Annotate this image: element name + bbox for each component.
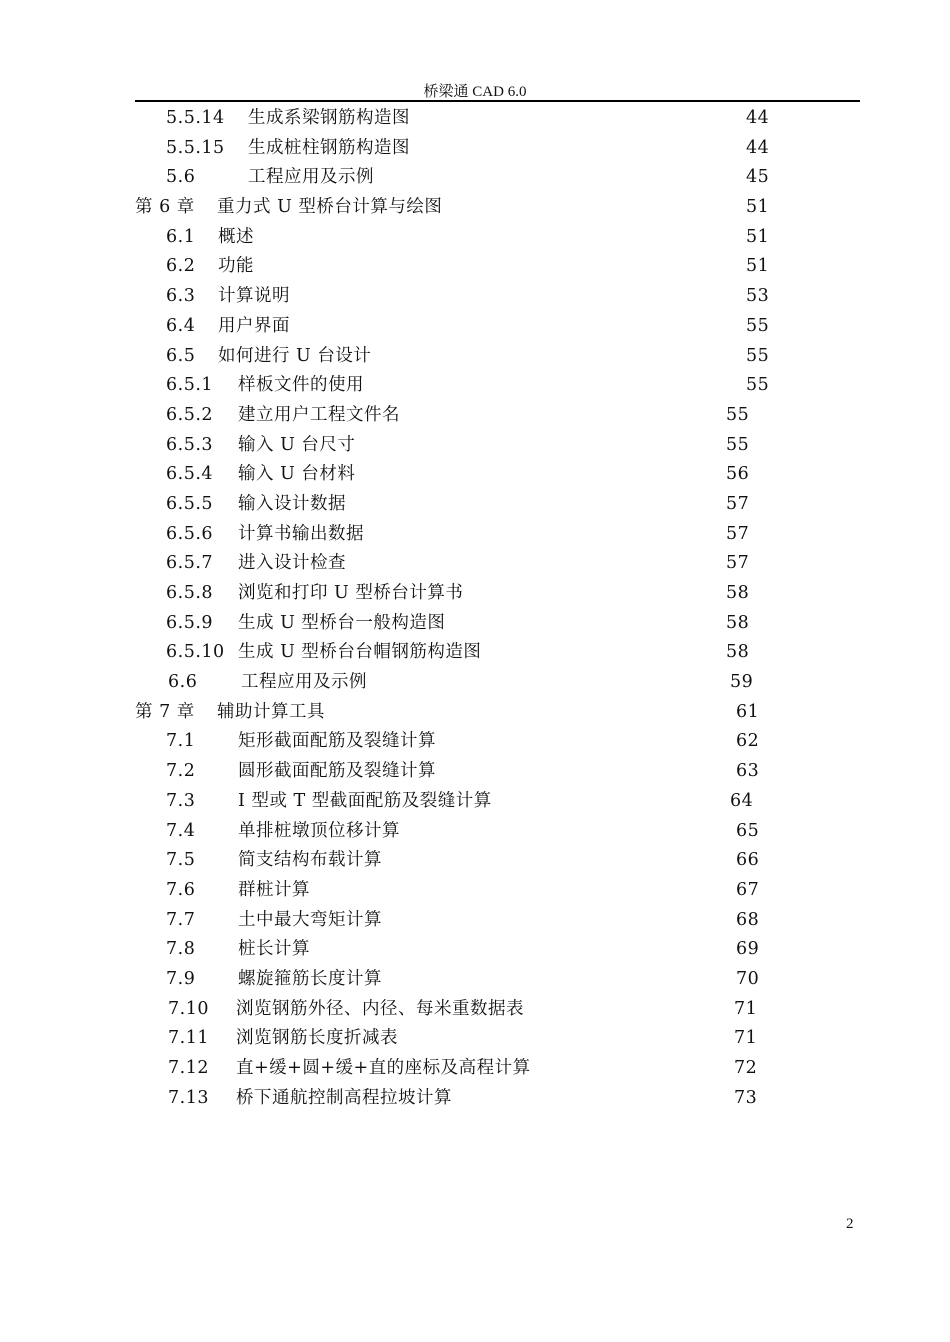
toc-entry-number: 第 6 章 xyxy=(135,197,195,218)
toc-entry[interactable] xyxy=(0,995,950,1025)
toc-entry-number: 7.8 xyxy=(166,939,196,960)
toc-entry-number: 6.5 xyxy=(166,345,196,366)
toc-entry-number: 7.6 xyxy=(166,879,196,900)
toc-entry-number: 7.13 xyxy=(168,1087,209,1108)
toc-entry-number: 6.5.10 xyxy=(166,642,225,663)
toc-entry-page: 62 xyxy=(736,731,760,752)
toc-entry-page: 55 xyxy=(746,315,770,336)
toc-entry-title: 输入 U 台材料 xyxy=(238,464,356,485)
toc-entry-page: 57 xyxy=(726,493,750,514)
toc-entry-page: 69 xyxy=(736,939,760,960)
toc-entry[interactable] xyxy=(0,1024,950,1054)
toc-entry-page: 72 xyxy=(734,1058,758,1078)
toc-entry[interactable] xyxy=(0,490,950,520)
toc-entry[interactable] xyxy=(0,104,950,134)
toc-entry-title: 群桩计算 xyxy=(238,879,310,900)
toc-entry-number: 6.5.6 xyxy=(166,523,214,544)
toc-entry-title: 输入 U 台尺寸 xyxy=(238,434,356,455)
toc-entry[interactable] xyxy=(0,846,950,876)
toc-entry-page: 61 xyxy=(736,701,760,722)
toc-entry-number: 5.5.15 xyxy=(166,137,225,158)
toc-entry-number: 6.5.5 xyxy=(166,493,214,514)
toc-entry[interactable] xyxy=(0,520,950,550)
toc-entry-page: 55 xyxy=(726,404,750,425)
toc-entry-title: 辅助计算工具 xyxy=(217,701,325,722)
toc-entry-title: 功能 xyxy=(218,256,254,277)
toc-entry[interactable] xyxy=(0,282,950,312)
toc-entry-title: 浏览钢筋外径、内径、每米重数据表 xyxy=(236,998,524,1019)
header-rule xyxy=(135,100,860,102)
toc-entry-page: 67 xyxy=(736,879,760,900)
toc-entry-title: 概述 xyxy=(218,226,254,247)
toc-entry[interactable] xyxy=(0,549,950,579)
toc-entry[interactable] xyxy=(0,817,950,847)
toc-entry-number: 7.5 xyxy=(166,850,196,871)
toc-entry-page: 58 xyxy=(726,583,750,603)
toc-entry-page: 73 xyxy=(734,1087,758,1108)
toc-entry-page: 51 xyxy=(746,256,770,277)
toc-entry-number: 6.5.7 xyxy=(166,553,214,574)
toc-entry[interactable] xyxy=(0,1054,950,1084)
toc-entry-page: 66 xyxy=(736,850,760,871)
toc-entry-number: 7.12 xyxy=(168,1058,209,1078)
toc-entry[interactable] xyxy=(0,460,950,490)
toc-entry-number: 5.6 xyxy=(166,167,196,188)
toc-entry-page: 44 xyxy=(746,137,770,158)
toc-entry[interactable] xyxy=(0,223,950,253)
toc-entry[interactable] xyxy=(0,431,950,461)
toc-entry-page: 55 xyxy=(746,345,770,366)
toc-entry[interactable] xyxy=(0,638,950,668)
toc-entry-title: 直+缓+圆+缓+直的座标及高程计算 xyxy=(236,1058,531,1078)
toc-entry-title: 输入设计数据 xyxy=(238,493,346,514)
toc-entry[interactable] xyxy=(0,935,950,965)
toc-entry-title: 单排桩墩顶位移计算 xyxy=(238,820,400,841)
toc-entry-title: 如何进行 U 台设计 xyxy=(218,345,372,366)
toc-entry-page: 68 xyxy=(736,909,760,930)
toc-entry-title: 生成 U 型桥台一般构造图 xyxy=(238,612,446,633)
table-of-contents xyxy=(0,104,950,1113)
toc-entry-number: 6.3 xyxy=(166,286,196,307)
toc-entry-number: 7.2 xyxy=(166,761,196,782)
toc-entry-number: 7.1 xyxy=(166,731,196,752)
running-header: 桥梁通 CAD 6.0 xyxy=(423,84,527,100)
toc-entry-title: 重力式 U 型桥台计算与绘图 xyxy=(217,197,443,218)
toc-entry[interactable] xyxy=(0,668,950,698)
toc-entry[interactable] xyxy=(0,698,950,728)
toc-entry-page: 53 xyxy=(746,286,770,307)
toc-entry-title: 样板文件的使用 xyxy=(238,375,364,396)
toc-entry-page: 45 xyxy=(746,167,770,188)
toc-entry-number: 7.3 xyxy=(166,790,196,811)
toc-entry-number: 7.11 xyxy=(168,1028,209,1049)
toc-entry[interactable] xyxy=(0,371,950,401)
toc-entry-title: 螺旋箍筋长度计算 xyxy=(238,968,382,989)
toc-entry-page: 57 xyxy=(726,523,750,544)
toc-entry-title: 进入设计检查 xyxy=(238,553,346,574)
toc-entry-number: 6.5.8 xyxy=(166,583,214,603)
toc-entry-title: 土中最大弯矩计算 xyxy=(238,909,382,930)
toc-entry-title: 矩形截面配筋及裂缝计算 xyxy=(238,731,436,752)
toc-entry-title: 浏览和打印 U 型桥台计算书 xyxy=(238,583,464,603)
toc-entry[interactable] xyxy=(0,906,950,936)
toc-entry-page: 71 xyxy=(734,1028,758,1049)
toc-entry-number: 6.6 xyxy=(168,672,198,693)
toc-entry-title: 浏览钢筋长度折减表 xyxy=(236,1028,398,1049)
toc-entry[interactable] xyxy=(0,312,950,342)
toc-entry-page: 55 xyxy=(726,434,750,455)
toc-entry[interactable] xyxy=(0,1084,950,1114)
toc-entry[interactable] xyxy=(0,876,950,906)
toc-entry-number: 7.7 xyxy=(166,909,196,930)
toc-entry-page: 64 xyxy=(730,790,754,811)
toc-entry[interactable] xyxy=(0,787,950,817)
toc-entry-page: 56 xyxy=(726,464,750,485)
toc-entry-number: 6.2 xyxy=(166,256,196,277)
toc-entry-title: 建立用户工程文件名 xyxy=(238,404,400,425)
toc-entry-page: 70 xyxy=(736,968,760,989)
toc-entry-number: 6.1 xyxy=(166,226,196,247)
toc-entry[interactable] xyxy=(0,965,950,995)
toc-entry-title: 工程应用及示例 xyxy=(248,167,374,188)
toc-entry-number: 6.5.2 xyxy=(166,404,214,425)
toc-entry-number: 6.5.3 xyxy=(166,434,214,455)
toc-entry-number: 5.5.14 xyxy=(166,108,225,128)
toc-entry-title: 生成系梁钢筋构造图 xyxy=(248,108,410,128)
toc-entry[interactable] xyxy=(0,193,950,223)
toc-entry-title: 用户界面 xyxy=(218,315,290,336)
toc-entry-page: 55 xyxy=(746,375,770,396)
toc-entry[interactable] xyxy=(0,163,950,193)
toc-entry-page: 58 xyxy=(726,612,750,633)
toc-entry-title: 工程应用及示例 xyxy=(241,672,367,693)
toc-entry-page: 57 xyxy=(726,553,750,574)
toc-entry[interactable] xyxy=(0,579,950,609)
toc-entry[interactable] xyxy=(0,727,950,757)
toc-entry[interactable] xyxy=(0,401,950,431)
toc-entry-page: 58 xyxy=(726,642,750,663)
toc-entry-number: 7.4 xyxy=(166,820,196,841)
page-number: 2 xyxy=(846,1216,854,1232)
toc-entry-number: 6.5.4 xyxy=(166,464,214,485)
toc-entry-number: 第 7 章 xyxy=(135,701,195,722)
toc-entry-title: 圆形截面配筋及裂缝计算 xyxy=(238,761,436,782)
toc-entry-page: 51 xyxy=(746,197,770,218)
toc-entry-title: 计算书输出数据 xyxy=(238,523,364,544)
toc-entry-title: 生成 U 型桥台台帽钢筋构造图 xyxy=(238,642,482,663)
toc-entry-number: 6.5.1 xyxy=(166,375,214,396)
toc-entry-number: 7.9 xyxy=(166,968,196,989)
toc-entry-title: I 型或 T 型截面配筋及裂缝计算 xyxy=(238,790,492,811)
toc-entry-page: 71 xyxy=(734,998,758,1019)
toc-entry-title: 简支结构布载计算 xyxy=(238,850,382,871)
toc-entry[interactable] xyxy=(0,342,950,372)
toc-entry-number: 6.5.9 xyxy=(166,612,214,633)
toc-entry-page: 63 xyxy=(736,761,760,782)
toc-entry-page: 44 xyxy=(746,108,770,128)
toc-entry-number: 7.10 xyxy=(168,998,209,1019)
toc-entry-page: 65 xyxy=(736,820,760,841)
toc-entry[interactable] xyxy=(0,757,950,787)
toc-entry-title: 桩长计算 xyxy=(238,939,310,960)
toc-entry-page: 51 xyxy=(746,226,770,247)
toc-entry-title: 生成桩柱钢筋构造图 xyxy=(248,137,410,158)
toc-entry-page: 59 xyxy=(730,672,754,693)
toc-entry-title: 桥下通航控制高程拉坡计算 xyxy=(236,1087,452,1108)
toc-entry-title: 计算说明 xyxy=(218,286,290,307)
toc-entry-number: 6.4 xyxy=(166,315,196,336)
toc-entry[interactable] xyxy=(0,134,950,164)
toc-entry[interactable] xyxy=(0,252,950,282)
toc-entry[interactable] xyxy=(0,609,950,639)
